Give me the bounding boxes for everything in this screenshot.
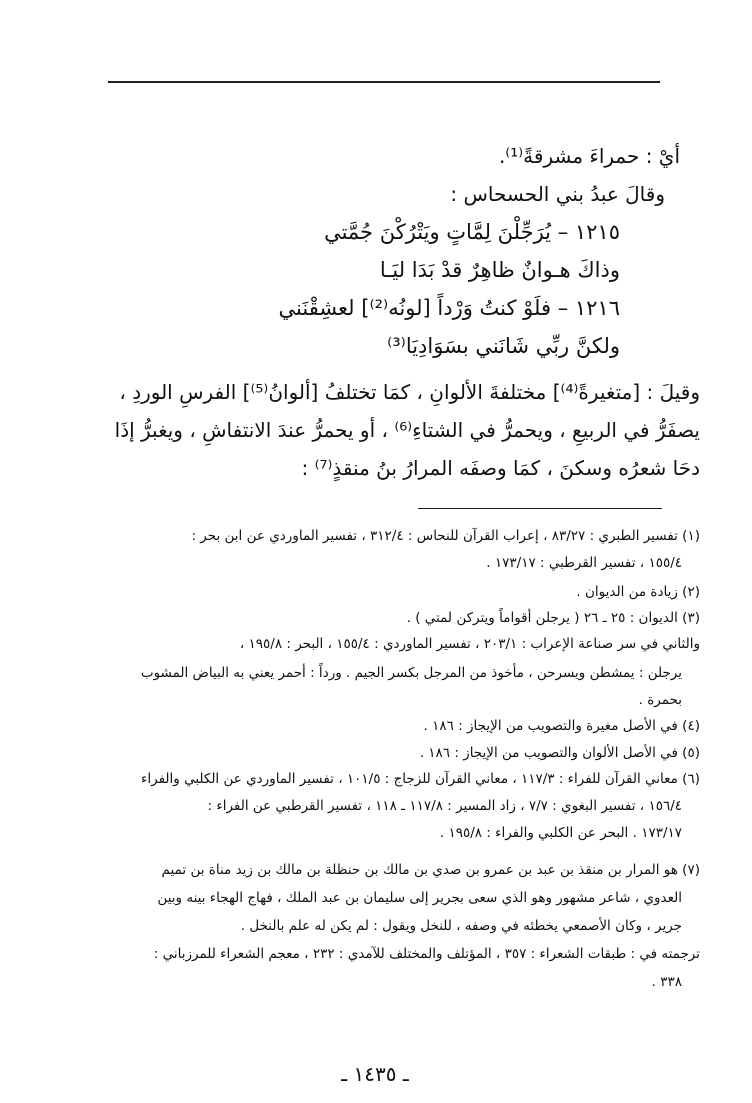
verse-line: ١٢١٦ – فلَوْ كنتُ وَرْداً [لونُه⁽²⁾] لعشِقْنَني <box>278 296 620 320</box>
footnote-line: ١٧٣/١٧ . البحر عن الكلبي والفراء : ١٩٥/٨ . <box>439 825 682 841</box>
footnote-line: (٤) في الأصل مغيرة والتصويب من الإيجاز : ١٨٦ . <box>423 718 700 734</box>
footnote-line: (٧) هو المرار بن منقذ بن عبد بن عمرو بن صدي بن مالك بن حنظلة بن مالك بن زيد مناة بن تميم <box>161 862 700 878</box>
text-line: دحَا شعرُه وسكنَ ، كمَا وصفَه المرارُ بنُ منقذٍ⁽⁷⁾ : <box>301 456 700 480</box>
footnote-rule <box>418 508 662 509</box>
page-number: ـ ١٤٣٥ ـ <box>341 1062 409 1086</box>
footnote-line: (١) تفسير الطبري : ٨٣/٢٧ ، إعراب القرآن للنحاس : ٣١٢/٤ ، تفسير الماوردي عن ابن بحر : <box>191 528 700 544</box>
text-line: أيْ : حمراءَ مشرقةً⁽¹⁾. <box>498 144 680 168</box>
footnote-line: العدوي ، شاعر مشهور وهو الذي سعى بجرير إلى سليمان بن عبد الملك ، فهاج الهجاء بينه وبين <box>157 890 682 906</box>
text-line: وقالَ عبدُ بني الحسحاس : <box>450 182 665 206</box>
text-line: يصفَرُّ في الربيعِ ، ويحمرُّ في الشتاءِ⁽⁶⁾ ، أو يحمرُّ عندَ الانتفاشِ ، ويغبرُّ إذَا <box>114 418 700 442</box>
verse-line: وذاكَ هـوانٌ ظاهِرٌ قدْ بَدَا ليَـا <box>379 258 620 282</box>
footnote-line: (٢) زيادة من الديوان . <box>576 584 700 600</box>
verse-line: ١٢١٥ – يُرَجِّلْنَ لِمَّاتٍ ويَتْرُكْنَ جُمَّتي <box>324 220 620 244</box>
footnote-line: (٥) في الأصل الألوان والتصويب من الإيجاز : ١٨٦ . <box>419 745 700 761</box>
footnote-line: (٣) الديوان : ٢٥ ـ ٢٦ ( يرجلن أقواماً ويتركن لمتي ) . <box>406 610 700 626</box>
footnote-line: يرجلن : يمشطن ويسرحن ، مأخوذ من المرجل بكسر الجيم . ورداً : أحمر يعني به البياض المشوب <box>140 665 682 681</box>
footnote-line: جرير ، وكان الأصمعي يخطئه في وصفه ، للنخل ويقول : لم يكن له علم بالنخل . <box>240 918 682 934</box>
footnote-line: ٣٣٨ . <box>651 974 682 990</box>
verse-line: ولكنَّ ربِّي شَانَني بسَوَادِيَا⁽³⁾ <box>387 334 620 358</box>
footnote-line: ١٥٥/٤ ، تفسير القرطبي : ١٧٣/١٧ . <box>486 555 682 571</box>
footnote-line: بحمرة . <box>638 692 682 708</box>
footnote-line: ترجمته في : طبقات الشعراء : ٣٥٧ ، المؤتلف والمختلف للآمدي : ٢٣٢ ، معجم الشعراء للمرزباني : <box>153 946 700 962</box>
footnote-line: (٦) معاني القرآن للفراء : ١١٧/٣ ، معاني القرآن للزجاج : ١٠١/٥ ، تفسير الماوردي عن الكلبي والفراء <box>141 771 700 787</box>
footnote-line: ١٥٦/٤ ، تفسير البغوي : ٧/٧ ، زاد المسير : ١١٧/٨ ـ ١١٨ ، تفسير القرطبي عن الفراء : <box>207 798 682 814</box>
header-rule <box>108 81 660 83</box>
footnote-line: والثاني في سر صناعة الإعراب : ٢٠٣/١ ، تفسير الماوردي : ١٥٥/٤ ، البحر : ١٩٥/٨ ، <box>239 636 700 652</box>
text-line: وقيلَ : [متغيرةً⁽⁴⁾] مختلفةَ الألوانِ ، كمَا تختلفُ [ألوانُ⁽⁵⁾] الفرسِ الوردِ ، <box>119 380 700 404</box>
